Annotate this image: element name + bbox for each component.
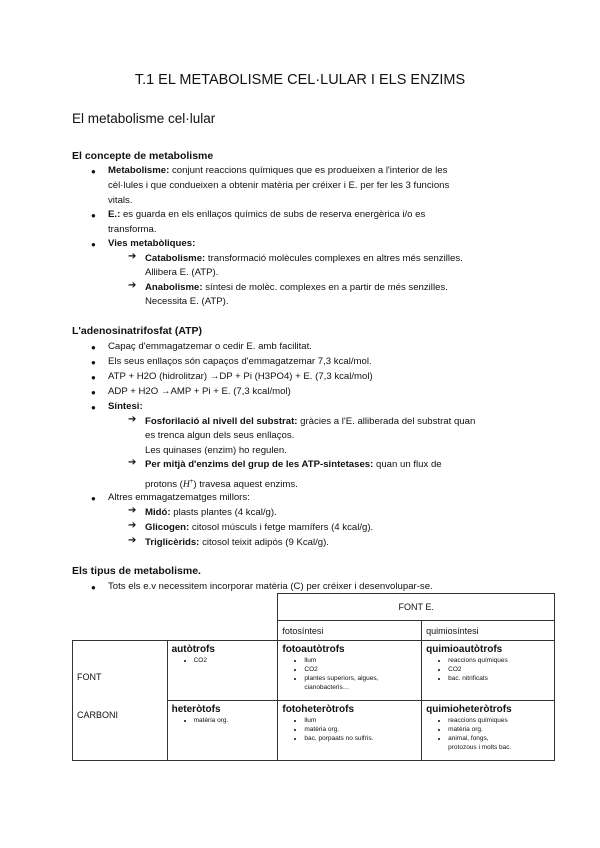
atp-bullet-2: Els seus enllaços són capaços d'emmagatzemar 7,3 kcal/mol. bbox=[108, 356, 372, 367]
cell-quimioautotrofs: quimioautòtrofs • reaccions químiques • CO2 • bac. nitrificats bbox=[422, 641, 555, 701]
bullet-icon: ● bbox=[91, 343, 96, 352]
arrow-icon: ➔ bbox=[128, 414, 137, 425]
mido-def: Midó: plasts plantes (4 kcal/g). bbox=[145, 507, 277, 518]
cell-quimioheterotrofs: quimioheteròtrofs • reaccions químiques • matèria org. • animal, fongs, protozous i molts bac. bbox=[422, 701, 555, 761]
bullet-icon: ● bbox=[91, 494, 96, 503]
quimiosintesi-header: quimiosíntesi bbox=[422, 621, 555, 641]
bullet-icon: ● bbox=[91, 240, 96, 249]
fosforilacio-def: Fosforilació al nivell del substrat: gràcies a l'E. alliberada del substrat quan bbox=[145, 416, 476, 427]
bullet-icon: ● bbox=[91, 167, 96, 176]
vies-metaboliques-label: Vies metabòliques: bbox=[108, 238, 196, 249]
bullet-icon: ● bbox=[91, 388, 96, 397]
atp-bullet-3: ATP + H2O (hidrolitzar) →DP + Pi (H3PO4) + E. (7,3 kcal/mol) bbox=[108, 371, 373, 382]
triglicerids-def: Triglicèrids: citosol teixit adipós (9 Kcal/g). bbox=[145, 537, 329, 548]
atp-bullet-1: Capaç d'emmagatzemar o cedir E. amb facilitat. bbox=[108, 341, 312, 352]
cell-fotoheterotrofs: fotoheteròtrofs • llum • matèria org. • bac. porpaats no sulfris. bbox=[278, 701, 422, 761]
anabolisme-def-line2: Necessita E. (ATP). bbox=[145, 296, 229, 307]
fosforilacio-def-line3: Les quinases (enzim) ho regulen. bbox=[145, 445, 287, 456]
energia-def-line2: transforma. bbox=[108, 224, 157, 235]
arrow-icon: ➔ bbox=[128, 280, 137, 291]
font-carboni-header: FONT CARBONI bbox=[73, 641, 168, 761]
arrow-icon: ➔ bbox=[128, 520, 137, 531]
tipus-bullet-1: Tots els e.v necessitem incorporar matèria (C) per créixer i desenvolupar-se. bbox=[108, 581, 433, 592]
arrow-icon: ➔ bbox=[128, 505, 137, 516]
arrow-icon: ➔ bbox=[128, 251, 137, 262]
catabolisme-def-line2: Allibera E. (ATP). bbox=[145, 267, 219, 278]
bullet-icon: ● bbox=[91, 373, 96, 382]
metabolism-types-table bbox=[72, 593, 555, 761]
atp-sintetases-def-line2: protons (H+) travesa aquest enzims. bbox=[145, 479, 298, 491]
heading-concepte: El concepte de metabolisme bbox=[72, 150, 214, 162]
heading-atp: L'adenosinatrifosfat (ATP) bbox=[72, 325, 203, 337]
sintesi-label: Síntesi: bbox=[108, 401, 143, 412]
bullet-icon: ● bbox=[91, 403, 96, 412]
metabolisme-def-line3: vitals. bbox=[108, 195, 133, 206]
energia-def: E.: es guarda en els enllaços químics de subs de reserva energèrica i/o es bbox=[108, 209, 426, 220]
arrow-icon: ➔ bbox=[128, 535, 137, 546]
altres-label: Altres emmagatzematges millors: bbox=[108, 492, 250, 503]
catabolisme-def: Catabolisme: transformació molècules complexes en altres més senzilles. bbox=[145, 253, 463, 264]
bullet-icon: ● bbox=[91, 583, 96, 592]
atp-sintetases-def: Per mitjà d'enzims del grup de les ATP-sintetases: quan un flux de bbox=[145, 459, 442, 470]
cell-autotrofs: autòtrofs • CO2 bbox=[167, 641, 278, 701]
anabolisme-def: Anabolisme: síntesi de molèc. complexes en a partir de més senzilles. bbox=[145, 282, 448, 293]
arrow-icon: ➔ bbox=[128, 457, 137, 468]
bullet-icon: ● bbox=[91, 211, 96, 220]
cell-fotoautotrofs: fotoautòtrofs • llum • CO2 • plantes superiors, algues, cianobacteris… bbox=[278, 641, 422, 701]
font-e-header: FONT E. bbox=[278, 594, 555, 621]
metabolisme-def: Metabolisme: conjunt reaccions químiques que es produeixen a l'interior de les bbox=[108, 165, 448, 176]
atp-bullet-4: ADP + H2O →AMP + Pi + E. (7,3 kcal/mol) bbox=[108, 386, 291, 397]
bullet-icon: ● bbox=[91, 358, 96, 367]
glicogen-def: Glicogen: citosol músculs i fetge mamífers (4 kcal/g). bbox=[145, 522, 374, 533]
heading-tipus: Els tipus de metabolisme. bbox=[72, 565, 201, 577]
fotosintesi-header: fotosíntesi bbox=[278, 621, 422, 641]
page-title: T.1 EL METABOLISME CEL·LULAR I ELS ENZIMS bbox=[134, 72, 466, 88]
fosforilacio-def-line2: es trenca algun dels seus enllaços. bbox=[145, 430, 295, 441]
cell-heterotrofs: heteròtofs • matèria org. bbox=[167, 701, 278, 761]
section-heading-metabolisme: El metabolisme cel·lular bbox=[72, 111, 216, 126]
metabolisme-def-line2: cèl·lules i que condueixen a obtenir matèria per créixer i E. per fer les 3 funcions bbox=[108, 180, 450, 191]
